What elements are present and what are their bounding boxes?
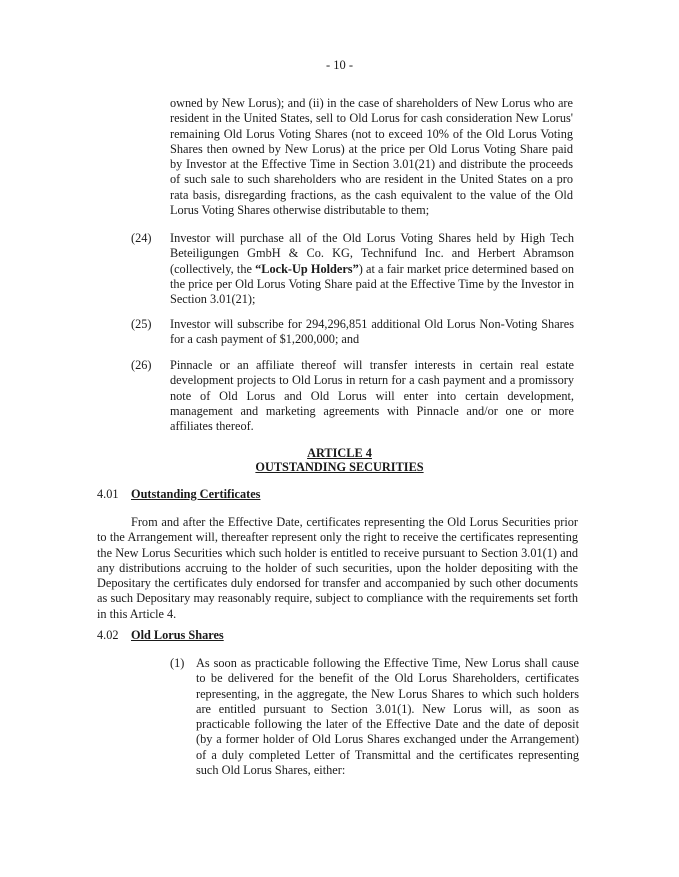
section-4-01-paragraph bbox=[97, 515, 578, 622]
section-text: From and after the Effective Date, certificates representing the Old Lorus Securities prior to the Arrangement will, thereafter represent only the right to receive the certificates representing the New Lorus Securities which such holder is entitled to receive pursuant to Section 3.01(1) and any distributions accruing to the holder of such securities, upon the holder depositing with the Depositary the certificates duly endorsed for transfer and accompanied by such other documents as such Depositary may reasonably require, subject to compliance with the requirements set forth in this Article 4. bbox=[97, 515, 578, 621]
list-item-text: Investor will subscribe for 294,296,851 additional Old Lorus Non-Voting Shares for a cash payment of $1,200,000; and bbox=[170, 317, 574, 347]
text-before-term: Investor will purchase all of the Old Lorus Voting Shares held by High Tech Beteiligungen GmbH & Co. KG, Technifund Inc. and Herbert Abramson (collectively, the bbox=[170, 231, 574, 276]
page-number: - 10 - bbox=[325, 58, 354, 72]
list-item-number: (25) bbox=[131, 317, 152, 331]
continuation-text: owned by New Lorus); and (ii) in the case of shareholders of New Lorus who are resident in the United States, sell to Old Lorus for cash consideration New Lorus' remaining Old Lorus Voting Shares (not to exceed 10% of the Old Lorus Voting Shares then owned by New Lorus) at the price per Old Lorus Voting Share paid by Investor at the Effective Time in Section 3.01(21) and distribute the proceeds of such sale to such shareholders who are resident in the United States on a pro rata basis, disregarding fractions, as the cash equivalent to the value of the Old Lorus Voting Shares otherwise distributable to them; bbox=[170, 96, 573, 218]
subsection-text: As soon as practicable following the Effective Time, New Lorus shall cause to be delivered for the benefit of the Old Lorus Shareholders, certificates representing, in the aggregate, the New Lorus Shares to which such holders are entitled pursuant to Section 3.01(1). New Lorus will, as soon as practicable following the later of the Effective Date and the date of deposit (by a former holder of Old Lorus Shares exchanged under the Arrangement) of a duly completed Letter of Transmittal and the certificates representing such Old Lorus Shares, either: bbox=[196, 656, 579, 778]
section-title: Old Lorus Shares bbox=[131, 628, 224, 642]
section-title: Outstanding Certificates bbox=[131, 487, 261, 501]
article-title-heading: OUTSTANDING SECURITIES bbox=[255, 460, 424, 474]
list-item-text: Pinnacle or an affiliate thereof will transfer interests in certain real estate development projects to Old Lorus in return for a cash payment and a promissory note of Old Lorus and Old Lorus will enter into certain development, management and marketing agreements with Pinnacle and/or one or more affiliates thereof. bbox=[170, 358, 574, 434]
section-number: 4.02 bbox=[97, 628, 119, 642]
list-item-number: (24) bbox=[131, 231, 152, 245]
defined-term: “Lock-Up Holders” bbox=[255, 261, 359, 276]
subsection-number: (1) bbox=[170, 656, 185, 670]
section-number: 4.01 bbox=[97, 487, 119, 501]
list-item-number: (26) bbox=[131, 358, 152, 372]
list-item-text bbox=[170, 231, 574, 307]
continuation-paragraph bbox=[170, 96, 573, 218]
article-number-heading: ARTICLE 4 bbox=[307, 446, 372, 460]
text-after-term: ) at a fair market price determined based on the price per Old Lorus Voting Share paid at the Effective Time by the Investor in Section 3.01(21); bbox=[170, 261, 574, 307]
